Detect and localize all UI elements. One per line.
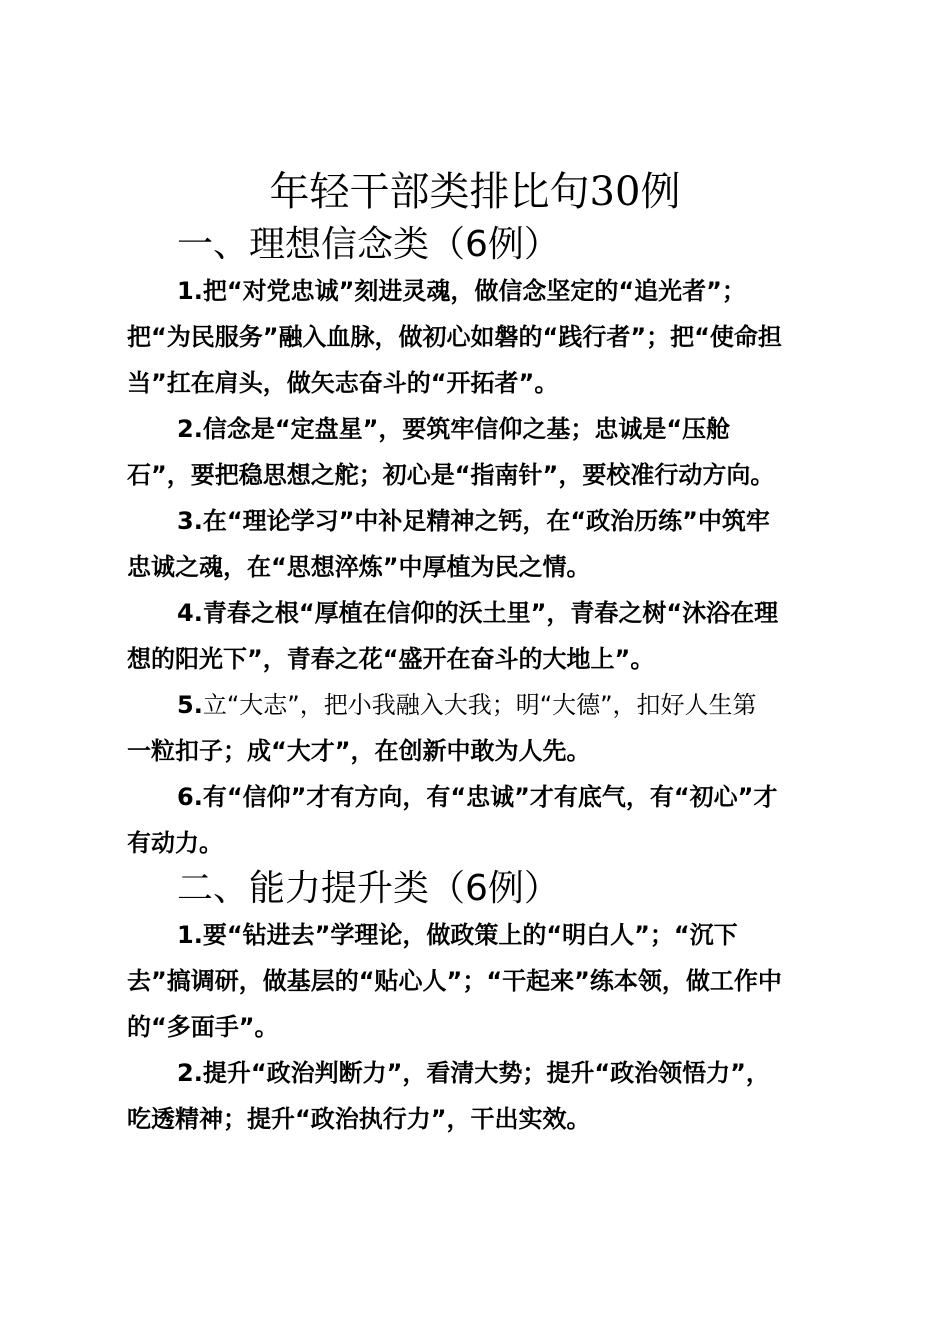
document-body — [127, 222, 827, 1142]
text-line: 1.把“对党忠诚”刻进灵魂，做信念坚定的“追光者”； — [177, 277, 746, 305]
text-line: 忠诚之魂，在“思想淬炼”中厚植为民之情。 — [127, 553, 591, 581]
section-heading: 一、理想信念类（6例） — [177, 224, 560, 265]
text-line: 的“多面手”。 — [127, 1013, 279, 1041]
item-text: 立“大志”，把小我融入大我；明“大德”，扣好人生第 — [202, 691, 757, 719]
text-line: 3.在“理论学习”中补足精神之钙，在“政治历练”中筑牢 — [177, 507, 770, 535]
text-line: 把“为民服务”融入血脉，做初心如磐的“践行者”；把“使命担 — [127, 323, 782, 351]
list-item — [127, 774, 827, 866]
list-item — [127, 406, 827, 498]
text-line: 2.提升“政治判断力”，看清大势；提升“政治领悟力”， — [177, 1059, 770, 1087]
text-line: 吃透精神；提升“政治执行力”，干出实效。 — [127, 1105, 591, 1133]
text-line: 6.有“信仰”才有方向，有“忠诚”才有底气，有“初心”才 — [177, 783, 778, 811]
text-line: 去”搞调研，做基层的“贴心人”；“干起来”练本领，做工作中 — [127, 967, 782, 995]
list-item — [127, 268, 827, 406]
text-line: 石”，要把稳思想之舵；初心是“指南针”，要校准行动方向。 — [127, 461, 775, 489]
list-item — [127, 498, 827, 590]
text-line: 想的阳光下”，青春之花“盛开在奋斗的大地上”。 — [127, 645, 655, 673]
text-line — [127, 682, 827, 728]
text-line: 4.青春之根“厚植在信仰的沃土里”，青春之树“沐浴在理 — [177, 599, 779, 627]
list-item — [127, 590, 827, 682]
text-line: 2.信念是“定盘星”，要筑牢信仰之基；忠诚是“压舱 — [177, 415, 731, 443]
document-title: 年轻干部类排比句30例 — [269, 169, 681, 215]
text-line: 一粒扣子；成“大才”，在创新中敢为人先。 — [127, 737, 591, 765]
list-item — [127, 682, 827, 774]
list-item — [127, 912, 827, 1050]
list-item — [127, 1050, 827, 1142]
item-number: 5. — [177, 691, 203, 719]
text-line: 有动力。 — [127, 829, 223, 857]
section-heading: 二、能力提升类（6例） — [177, 868, 560, 909]
text-line: 当”扛在肩头，做矢志奋斗的“开拓者”。 — [127, 369, 559, 397]
text-line: 1.要“钻进去”学理论，做政策上的“明白人”；“沉下 — [177, 921, 738, 949]
